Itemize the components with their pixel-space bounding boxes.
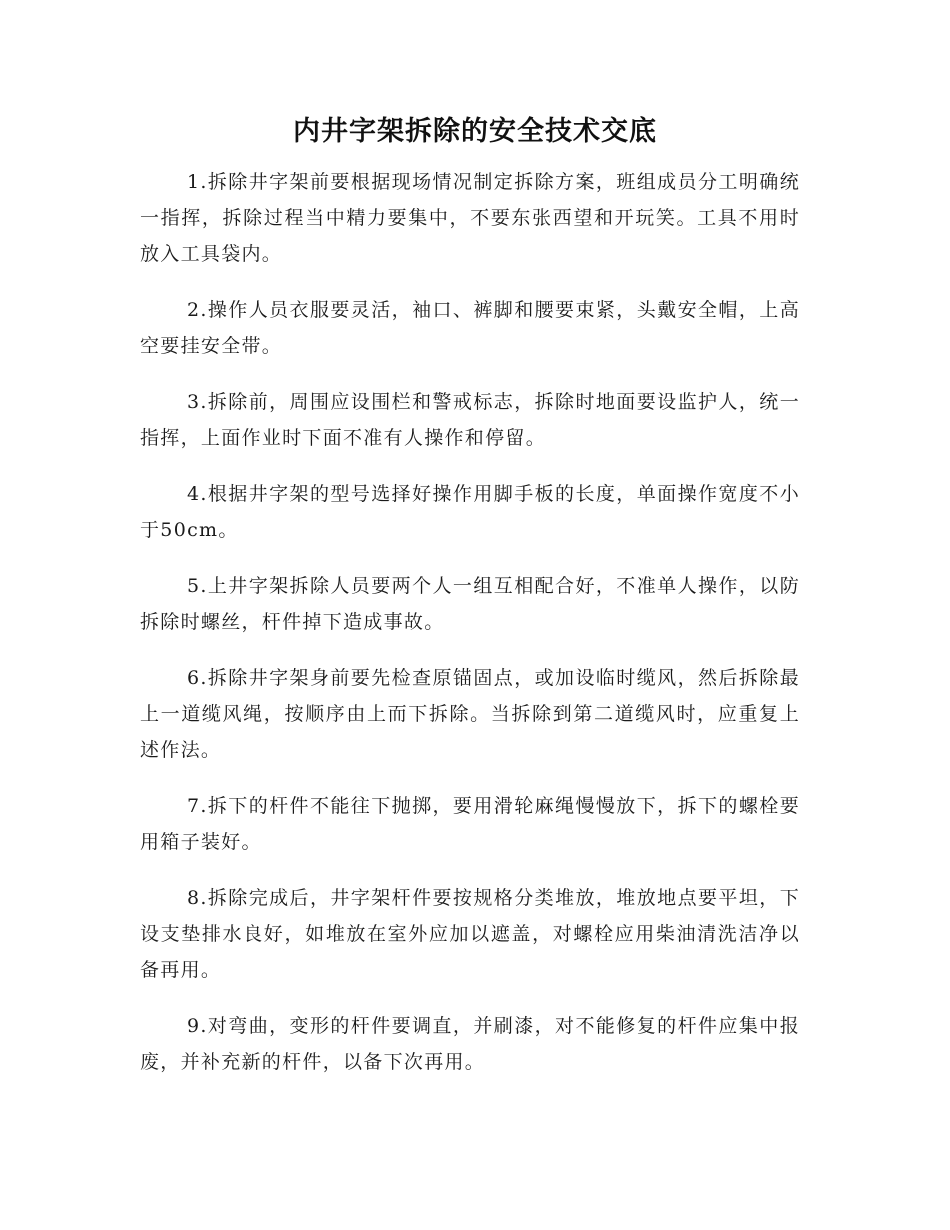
paragraph-6: 6.拆除井字架身前要先检查原锚固点，或加设临时缆风，然后拆除最上一道缆风绳，按顺序由上而下拆除。当拆除到第二道缆风时，应重复上述作法。 (140, 667, 800, 761)
document-body (140, 164, 800, 1100)
paragraph-2: 2.操作人员衣服要灵活，袖口、裤脚和腰要束紧，头戴安全帽，上高空要挂安全带。 (140, 299, 800, 357)
paragraph-1: 1.拆除井字架前要根据现场情况制定拆除方案，班组成员分工明确统一指挥，拆除过程当中精力要集中，不要东张西望和开玩笑。工具不用时放入工具袋内。 (140, 171, 800, 265)
document-title: 内井字架拆除的安全技术交底 (293, 116, 657, 147)
paragraph-5: 5.上井字架拆除人员要两个人一组互相配合好，不准单人操作，以防拆除时螺丝，杆件掉下造成事故。 (140, 575, 800, 633)
paragraph-3: 3.拆除前，周围应设围栏和警戒标志，拆除时地面要设监护人，统一指挥，上面作业时下面不准有人操作和停留。 (140, 391, 800, 449)
paragraph-4: 4.根据井字架的型号选择好操作用脚手板的长度，单面操作宽度不小于50cm。 (140, 483, 800, 541)
paragraph-7: 7.拆下的杆件不能往下抛掷，要用滑轮麻绳慢慢放下，拆下的螺栓要用箱子装好。 (140, 795, 800, 853)
paragraph-8: 8.拆除完成后，井字架杆件要按规格分类堆放，堆放地点要平坦，下设支垫排水良好，如堆放在室外应加以遮盖，对螺栓应用柴油清洗洁净以备再用。 (140, 887, 800, 981)
paragraph-9: 9.对弯曲，变形的杆件要调直，并刷漆，对不能修复的杆件应集中报废，并补充新的杆件，以备下次再用。 (140, 1015, 800, 1073)
